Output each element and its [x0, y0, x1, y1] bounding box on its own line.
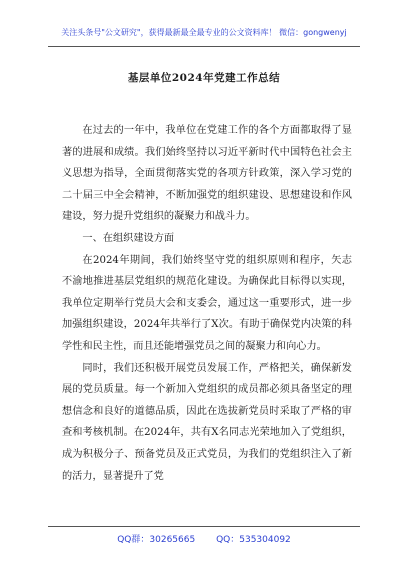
header-note: 关注头条号"公文研究"，获得最新最全最专业的公文资料库！ 微信：gongwenyj — [61, 28, 347, 37]
paragraph-organization: 在2024年期间，我们始终坚守党的组织原则和程序，矢志不渝地推进基层党组织的规范化建设。为确保此目标得以实现，我单位定期举行党员大会和支委会，通过这一重要形式，进一步加强组织建设，2024年共举行了X次。有助于确保党内决策的科学性和民主性，而且还能增强党员之间的凝聚力和向心力。 — [62, 254, 352, 352]
footer-qq: QQ：535304092 — [216, 535, 291, 545]
section-heading: 一、在组织建设方面 — [82, 232, 175, 244]
paragraph-member-development: 同时，我们还积极开展党员发展工作，严格把关，确保新发展的党员质量。每一个新加入党组织的成员都必须具备坚定的理想信念和良好的道德品质，因此在选拔新党员时采取了严格的审查和考核机制。在2024年，共有X名同志光荣地加入了党组织，成为积极分子、预备党员及正式党员，为我们的党组织注入了新的活力，显著提升了党 — [62, 362, 352, 482]
footer — [0, 532, 408, 545]
footer-qq-group: QQ群：30265665 — [117, 535, 196, 545]
document-body — [62, 120, 352, 487]
header-divider — [48, 46, 360, 47]
footer-divider — [48, 526, 360, 527]
paragraph-intro: 在过去的一年中，我单位在党建工作的各个方面都取得了显著的进展和成绩。我们始终坚持以习近平新时代中国特色社会主义思想为指导，全面贯彻落实党的各项方针政策，深入学习党的二十届三中全会精神，不断加强党的组织建设、思想建设和作风建设，努力提升党组织的凝聚力和战斗力。 — [62, 125, 352, 223]
document-title: 基层单位2024年党建工作总结 — [127, 72, 281, 84]
